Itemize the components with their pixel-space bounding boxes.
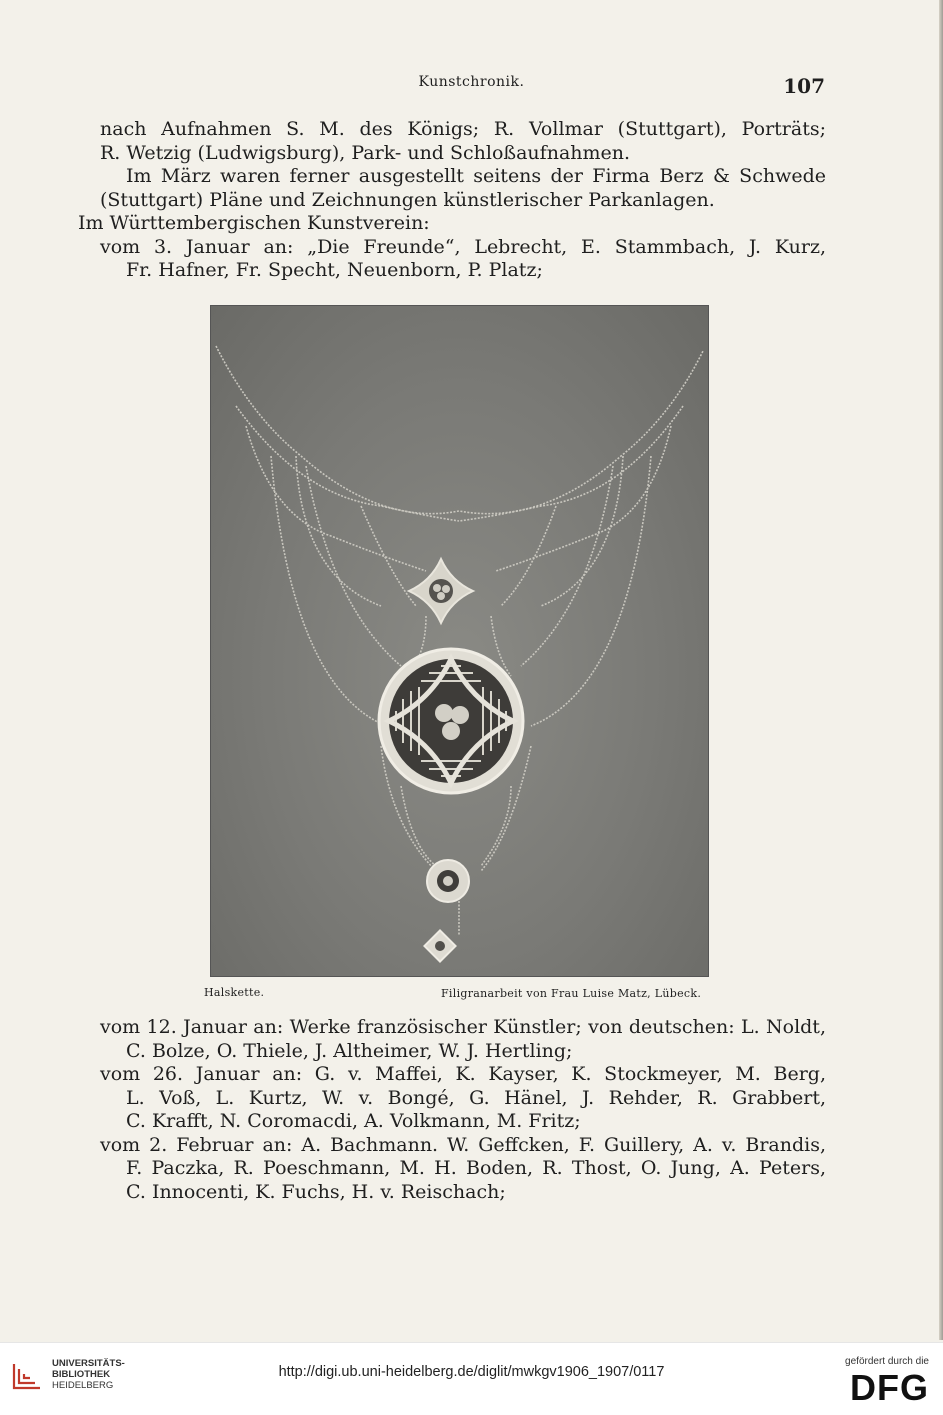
text-line: vom 12. Januar an: Werke französischer Künstler; von deutschen: L. Noldt,: [100, 1016, 826, 1038]
text-line: vom 2. Februar an: A. Bachmann. W. Geffcken, F. Guillery, A. v. Brandis,: [100, 1133, 826, 1156]
text-line: L. Voß, L. Kurtz, W. v. Bongé, G. Hänel, J. Rehder, R. Grabbert,: [126, 1086, 826, 1109]
page-number: 107: [783, 74, 825, 98]
page-edge: [939, 0, 943, 1340]
library-line-2: BIBLIOTHEK: [52, 1369, 111, 1380]
text-line: C. Krafft, N. Coromacdi, A. Volkmann, M. Fritz;: [126, 1110, 581, 1132]
library-line-1: UNIVERSITÄTS-: [52, 1358, 125, 1369]
text-line: F. Paczka, R. Poeschmann, M. H. Boden, R. Thost, O. Jung, A. Peters,: [126, 1157, 826, 1179]
text-line: nach Aufnahmen S. M. des Königs; R. Vollmar (Stuttgart), Porträts;: [100, 118, 826, 140]
text-line: Im Württembergischen Kunstverein:: [78, 212, 430, 234]
text-line: R. Wetzig (Ludwigsburg), Park- und Schloßaufnahmen.: [100, 141, 631, 164]
text-line: C. Innocenti, K. Fuchs, H. v. Reischach;: [126, 1180, 506, 1203]
text-line: (Stuttgart) Pläne und Zeichnungen künstlerischer Parkanlagen.: [100, 188, 715, 211]
text-block-top: [78, 118, 826, 283]
necklace-photograph: [210, 305, 709, 977]
figure-caption-left: Halskette.: [204, 986, 265, 999]
dfg-logo: DFG: [850, 1367, 929, 1408]
funding-note: gefördert durch die: [845, 1356, 929, 1367]
text-block-bottom: [78, 1016, 826, 1204]
text-line: C. Bolze, O. Thiele, J. Altheimer, W. J. Hertling;: [126, 1039, 573, 1062]
figure-caption-right: Filigranarbeit von Frau Luise Matz, Lübeck.: [441, 987, 702, 1000]
running-head: Kunstchronik.: [418, 74, 525, 90]
permalink-url[interactable]: http://digi.ub.uni-heidelberg.de/diglit/mwkgv1906_1907/0117: [278, 1364, 665, 1380]
text-line: Im März waren ferner ausgestellt seitens der Firma Berz & Schwede: [126, 165, 826, 187]
library-line-3: HEIDELBERG: [52, 1380, 114, 1391]
text-line: vom 26. Januar an: G. v. Maffei, K. Kayser, K. Stockmeyer, M. Berg,: [100, 1063, 826, 1085]
text-line: Fr. Hafner, Fr. Specht, Neuenborn, P. Platz;: [126, 259, 543, 281]
necklace-illustration: [211, 306, 708, 976]
text-line: vom 3. Januar an: „Die Freunde“, Lebrecht, E. Stammbach, J. Kurz,: [100, 235, 826, 258]
